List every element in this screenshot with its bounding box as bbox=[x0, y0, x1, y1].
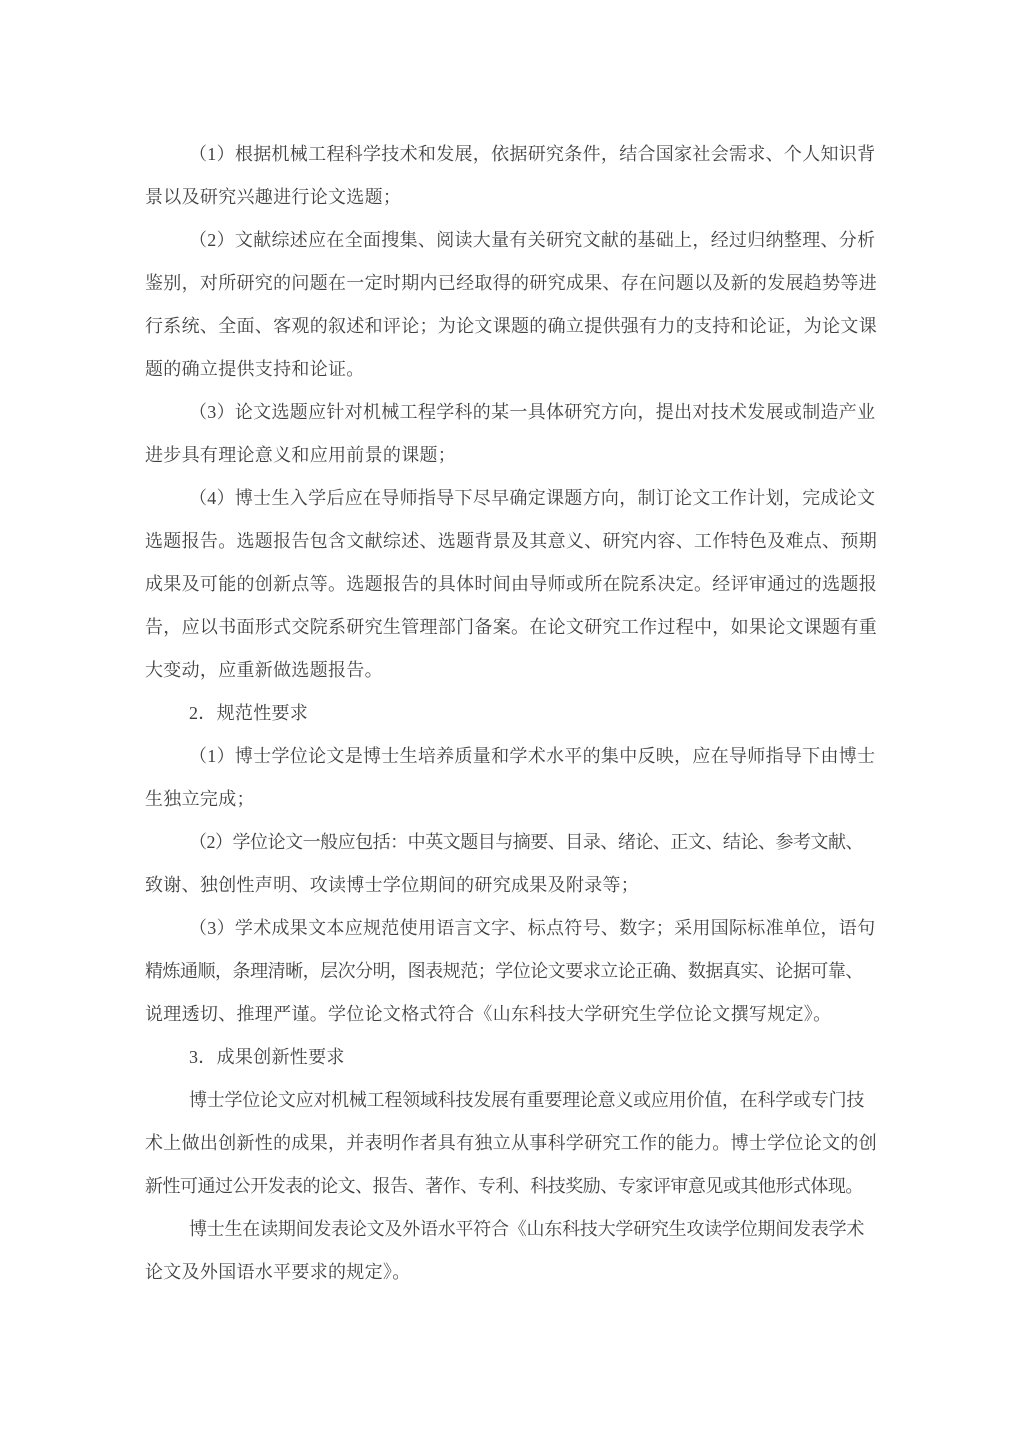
paragraph bbox=[145, 821, 877, 907]
text-line: 鉴别，对所研究的问题在一定时期内已经取得的研究成果、存在问题以及新的发展趋势等进 bbox=[145, 273, 877, 293]
text-line: 景以及研究兴趣进行论文选题； bbox=[145, 187, 402, 207]
text-line: 博士学位论文应对机械工程领域科技发展有重要理论意义或应用价值，在科学或专门技 bbox=[189, 1090, 865, 1110]
text-line: 术上做出创新性的成果，并表明作者具有独立从事科学研究工作的能力。博士学位论文的创 bbox=[145, 1133, 877, 1153]
paragraph bbox=[145, 907, 877, 1036]
text-line: 生独立完成； bbox=[145, 789, 255, 809]
text-line: 致谢、独创性声明、攻读博士学位期间的研究成果及附录等； bbox=[145, 875, 640, 895]
text-line: （3）论文选题应针对机械工程学科的某一具体研究方向，提出对技术发展或制造产业 bbox=[189, 402, 876, 422]
text-line: 新性可通过公开发表的论文、报告、著作、专利、科技奖励、专家评审意见或其他形式体现。 bbox=[145, 1176, 863, 1196]
text-line: 2．规范性要求 bbox=[189, 703, 309, 723]
text-line: 精炼通顺，条理清晰，层次分明，图表规范；学位论文要求立论正确、数据真实、论据可靠、 bbox=[145, 961, 863, 981]
paragraph bbox=[145, 1208, 877, 1294]
paragraph bbox=[145, 1079, 877, 1208]
text-line: 告，应以书面形式交院系研究生管理部门备案。在论文研究工作过程中，如果论文课题有重 bbox=[145, 617, 877, 637]
text-line: （3）学术成果文本应规范使用语言文字、标点符号、数字；采用国际标准单位，语句 bbox=[189, 918, 876, 938]
text-line: （1）博士学位论文是博士生培养质量和学术水平的集中反映，应在导师指导下由博士 bbox=[189, 746, 876, 766]
text-line: （2）文献综述应在全面搜集、阅读大量有关研究文献的基础上，经过归纳整理、分析 bbox=[189, 230, 876, 250]
document-body bbox=[145, 133, 877, 1294]
paragraph bbox=[145, 219, 877, 391]
text-line: 大变动，应重新做选题报告。 bbox=[145, 660, 383, 680]
text-line: （2）学位论文一般应包括：中英文题目与摘要、目录、绪论、正文、结论、参考文献、 bbox=[189, 832, 864, 852]
text-line: 选题报告。选题报告包含文献综述、选题背景及其意义、研究内容、工作特色及难点、预期 bbox=[145, 531, 877, 551]
text-line: 行系统、全面、客观的叙述和评论；为论文课题的确立提供强有力的支持和论证，为论文课 bbox=[145, 316, 877, 336]
paragraph bbox=[145, 133, 877, 219]
paragraph bbox=[145, 477, 877, 692]
text-line: 题的确立提供支持和论证。 bbox=[145, 359, 365, 379]
paragraph bbox=[145, 735, 877, 821]
text-line: （1）根据机械工程科学技术和发展，依据研究条件，结合国家社会需求、个人知识背 bbox=[189, 144, 876, 164]
paragraph bbox=[145, 391, 877, 477]
text-line: 成果及可能的创新点等。选题报告的具体时间由导师或所在院系决定。经评审通过的选题报 bbox=[145, 574, 877, 594]
text-line: 3．成果创新性要求 bbox=[189, 1047, 345, 1067]
section-heading bbox=[145, 692, 877, 735]
text-line: 进步具有理论意义和应用前景的课题； bbox=[145, 445, 457, 465]
section-heading bbox=[145, 1036, 877, 1079]
text-line: 博士生在读期间发表论文及外语水平符合《山东科技大学研究生攻读学位期间发表学术 bbox=[189, 1219, 865, 1239]
text-line: 论文及外国语水平要求的规定》。 bbox=[145, 1262, 411, 1282]
text-line: 说理透切、推理严谨。学位论文格式符合《山东科技大学研究生学位论文撰写规定》。 bbox=[145, 1004, 832, 1024]
text-line: （4）博士生入学后应在导师指导下尽早确定课题方向，制订论文工作计划，完成论文 bbox=[189, 488, 876, 508]
